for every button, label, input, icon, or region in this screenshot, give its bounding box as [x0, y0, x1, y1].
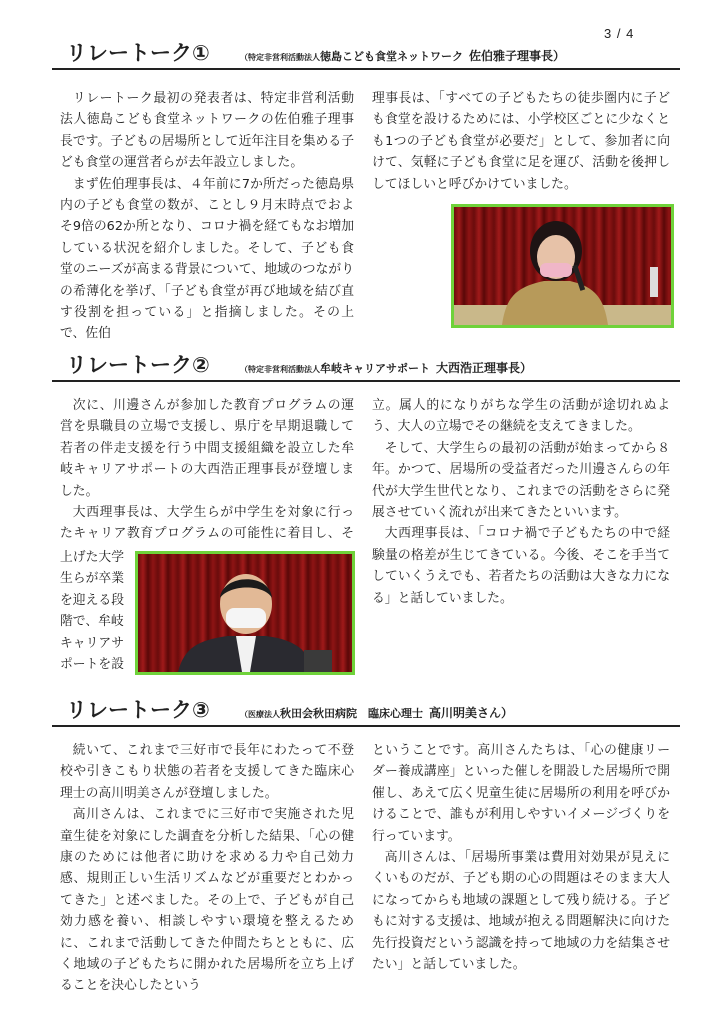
speaker-figure [138, 554, 352, 672]
speaker-affiliation [240, 357, 532, 376]
paragraph: 高川さんは、「居場所事業は費用対効果が見えにくいものだが、子ども期の心の問題はそのまま大人になってからも地域の課題として残り続ける。子どもに対する支援は、地域が抱える問題解決に向けた先行投資だという認識を持って地域の力を結集させたい」と話していました。 [372, 850, 670, 973]
paragraph-continued: 上げた大学生らが卒業を迎える段階で、牟岐キャリアサポートを設 [60, 550, 124, 673]
relay-talk-2 [52, 352, 680, 382]
paragraph: ということです。高川さんたちは、「心の健康リーダー養成講座」といった催しを開設した居場所で開催し、あえて広く児童生徒に居場所の利用を呼びかけることで、誰もが利用しやすいイメージづくりを行っています。 [372, 743, 670, 844]
article-column-left-wrap [60, 547, 126, 677]
section-title: リレートーク① [66, 41, 210, 65]
paragraph: 次に、川邊さんが参加した教育プログラムの運営を県職員の立場で支援し、県庁を早期退職して若者の伴走支援を行う中間支援組織を設立した牟岐キャリアサポートの大西浩正理事長が登壇しました。 [60, 398, 354, 499]
speaker-photo [451, 204, 674, 328]
article-column-right [372, 88, 670, 196]
section-title: リレートーク③ [66, 698, 210, 722]
paragraph: 大西理事長は、大学生らが中学生を対象に行ったキャリア教育プログラムの可能性に着目し、そ [60, 505, 354, 542]
paragraph: 続いて、これまで三好市で長年にわたって不登校や引きこもり状態の若者を支援してきた臨床心理士の高川明美さんが登壇しました。 [60, 743, 354, 801]
article-column-left [60, 395, 354, 547]
speaker-affiliation [240, 702, 513, 721]
article-column-left [60, 740, 354, 1000]
paragraph: まず佐伯理事長は、４年前に7か所だった徳島県内の子ども食堂の数が、ことし９月末時点でおよそ9倍の62か所となり、コロナ禍を経てもなお増加している状況を紹介しました。そして、子ども食堂のニーズが高まる背景について、地域のつながりの希薄化を挙げ、「子ども食堂が再び地域を結び直す役割を担っている」と指摘しました。その上で、佐伯 [60, 176, 354, 342]
article-column-right [372, 740, 670, 1000]
org-type: （特定非営利活動法人 [240, 365, 320, 374]
paragraph: 立。属人的になりがちな学生の活動が途切れぬよう、大人の立場でその継続を支えてきました。 [372, 398, 670, 435]
org-name: 牟岐キャリアサポート [320, 362, 430, 375]
org-name: 徳島こども食堂ネットワーク [320, 50, 463, 63]
speaker-figure [454, 207, 671, 325]
speaker-photo [135, 551, 355, 675]
org-type: （特定非営利活動法人 [240, 53, 320, 62]
section-header [52, 697, 680, 727]
paragraph: そして、大学生らの最初の活動が始まってから８年。かつて、居場所の受益者だった川邊さんらの年代が大学生世代となり、これまでの活動をさらに発展させていく流れが出来てきたといいます。 [372, 440, 670, 521]
article-column-right [372, 395, 670, 631]
paragraph: 高川さんは、これまでに三好市で実施された児童生徒を対象にした調査を分析した結果、「心の健康のためには他者に助けを求める力や自己効力感、規則正しい生活リズムなどが重要だとわかってきた」と述べました。その上で、子どもが自己効力感を養い、相談しやすい環境を整えるために、これまで活動してきた仲間たちとともに、広く地域の子どもたちに開かれた居場所を立ち上げることを決心したという [60, 807, 354, 994]
section-header [52, 352, 680, 382]
org-type: （医療法人 [240, 710, 280, 719]
section-header [52, 40, 680, 70]
section-title: リレートーク② [66, 353, 210, 377]
page-number: 3 / 4 [604, 26, 635, 41]
speaker-affiliation [240, 45, 565, 64]
relay-talk-1 [52, 40, 680, 70]
org-name: 秋田会秋田病院 臨床心理士 [280, 707, 423, 720]
speaker-name: 高川明美さん） [429, 706, 514, 720]
speaker-name: 佐伯雅子理事長） [469, 49, 566, 63]
paragraph: リレートーク最初の発表者は、特定非営利活動法人徳島こども食堂ネットワークの佐伯雅子理事長です。子どもの居場所として近年注目を集める子ども食堂の運営者らが去年設立しました。 [60, 91, 354, 171]
paragraph: 大西理事長は、「コロナ禍で子どもたちの中で経験量の格差が生じてきている。今後、そこを手当てしていくうえでも、若者たちの活動は大きな力になる」と話していました。 [372, 526, 670, 606]
relay-talk-3 [52, 697, 680, 727]
speaker-name: 大西浩正理事長） [436, 361, 533, 375]
article-column-left [60, 88, 354, 344]
paragraph: 理事長は、「すべての子どもたちの徒歩圏内に子ども食堂を設けるためには、小学校区ごとに少なくとも1つの子ども食堂が必要だ」として、参加者に向けて、気軽に子ども食堂に足を運び、活動を後押ししてほしいと呼びかけていました。 [372, 91, 670, 192]
